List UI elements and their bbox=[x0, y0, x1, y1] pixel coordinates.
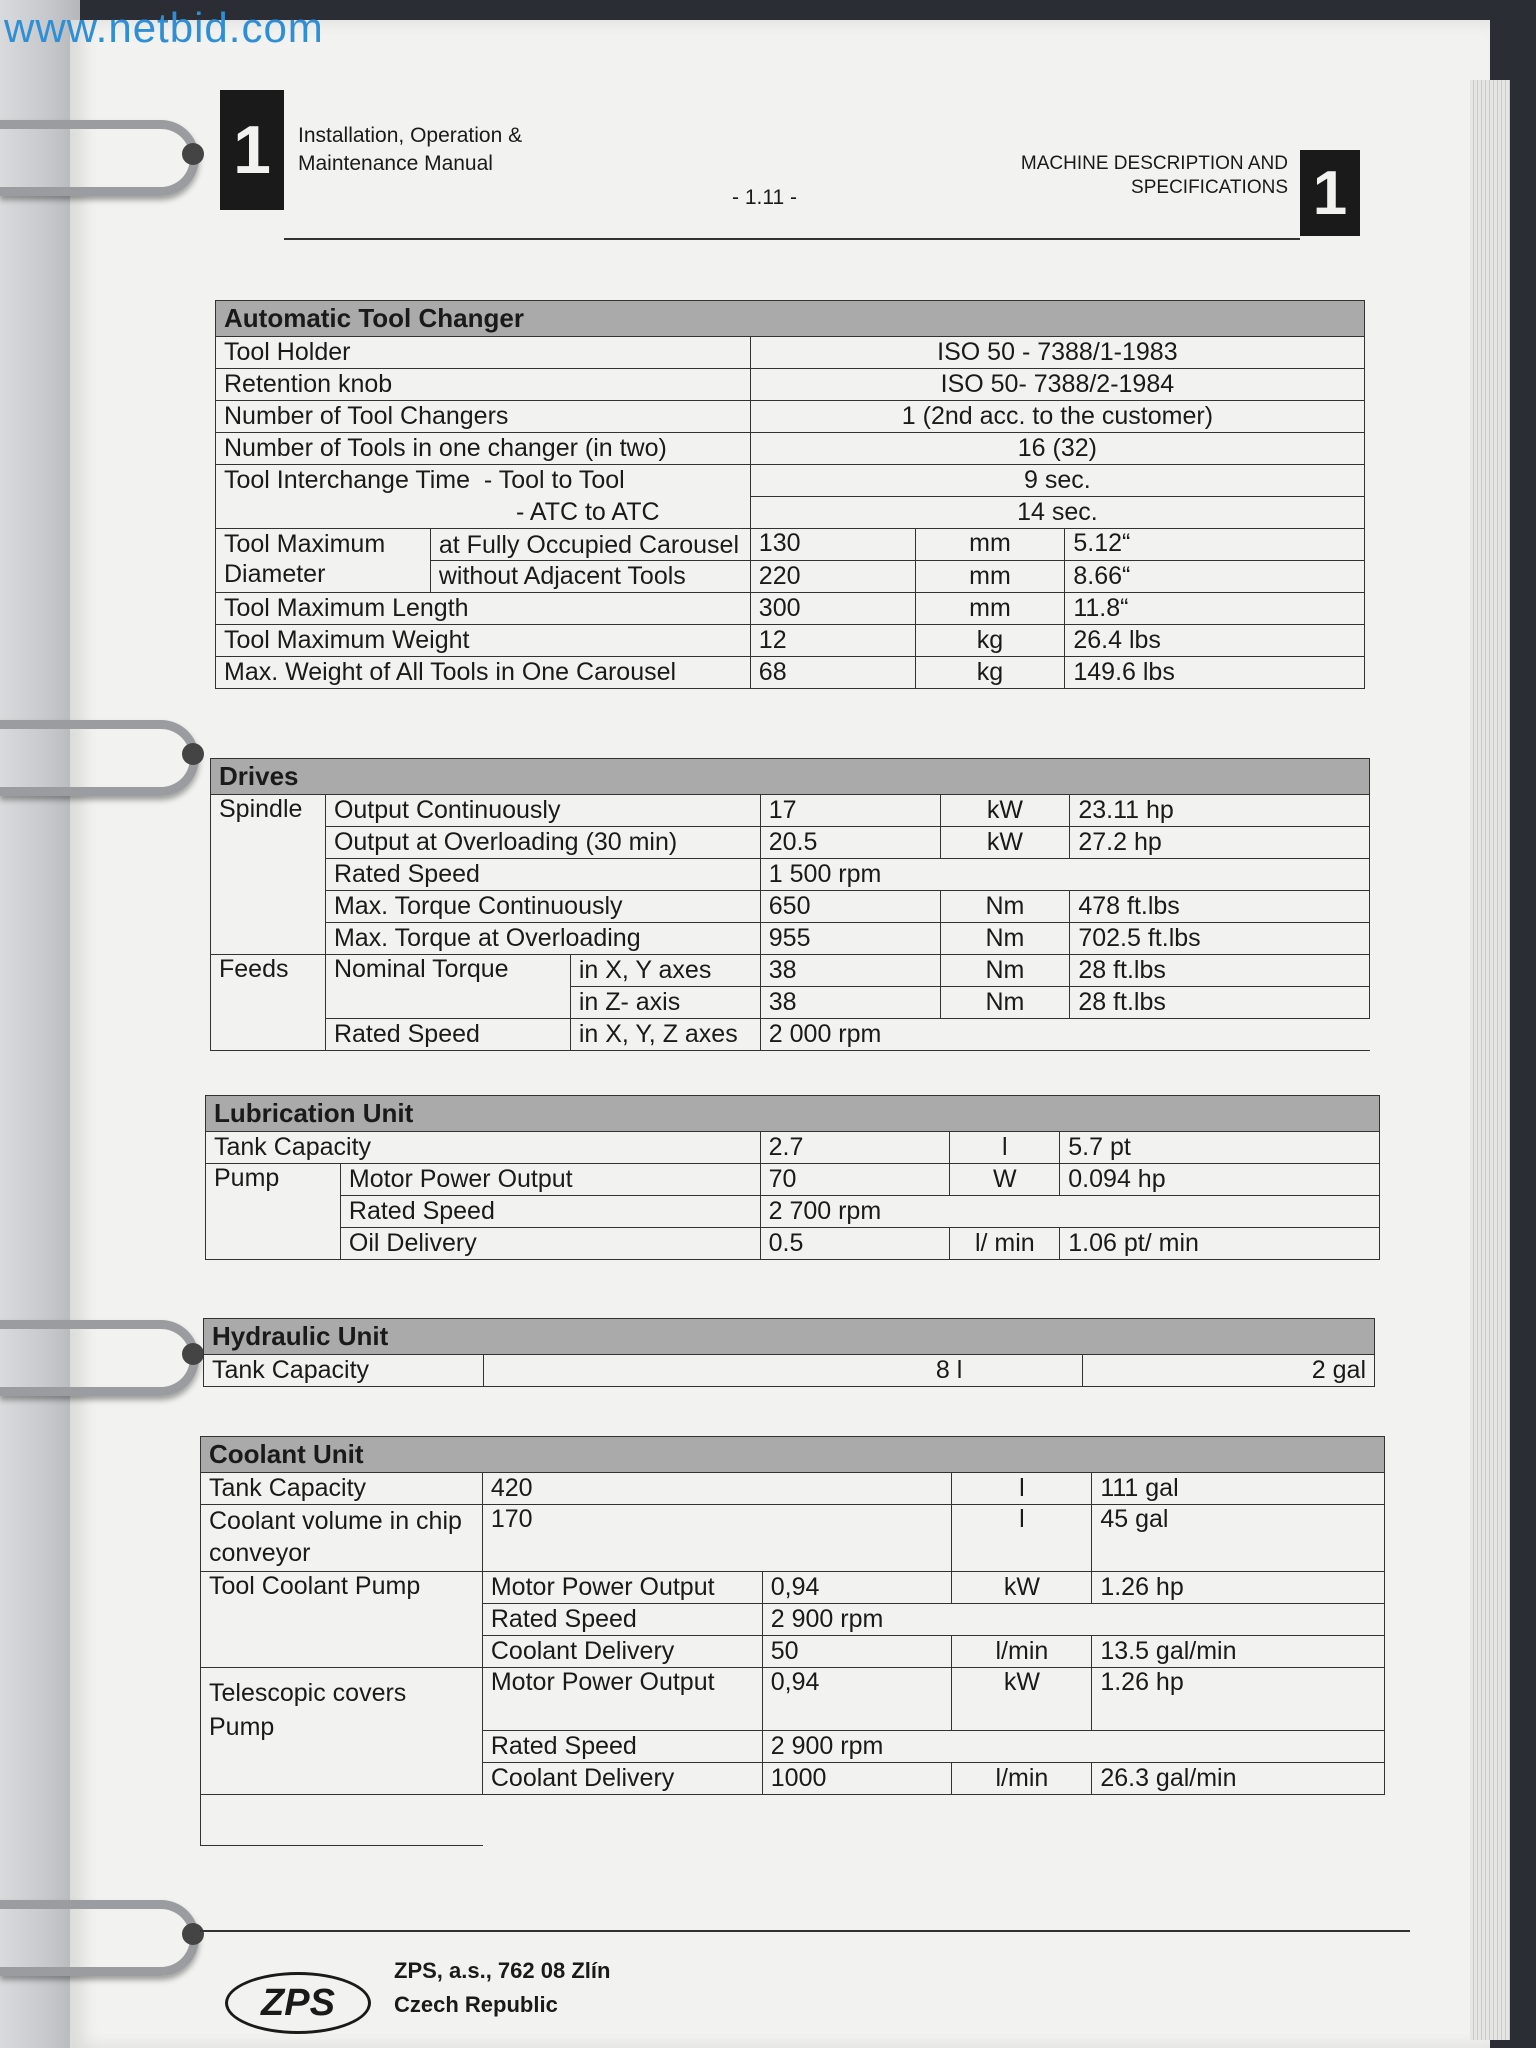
label-spindle: Spindle bbox=[211, 795, 326, 955]
label-torque-cont: Max. Torque Continuously bbox=[325, 891, 760, 923]
label-max-weight-all: Max. Weight of All Tools in One Carousel bbox=[216, 657, 751, 689]
coolant-table bbox=[200, 1436, 1385, 1846]
label-telescopic-pump: Telescopic covers Pump bbox=[201, 1668, 483, 1795]
company-country: Czech Republic bbox=[394, 1992, 558, 2017]
imperial-without-adjacent: 8.66“ bbox=[1065, 561, 1365, 593]
label-max-diameter: Tool Maximum Diameter bbox=[216, 529, 431, 593]
imperial-max-weight-all: 149.6 lbs bbox=[1065, 657, 1365, 689]
unit-tc-motor: kW bbox=[952, 1668, 1092, 1731]
label-max-weight: Tool Maximum Weight bbox=[216, 625, 751, 657]
unit-z-torque: Nm bbox=[940, 987, 1070, 1019]
value-max-weight-all: 68 bbox=[750, 657, 915, 689]
label-output-cont: Output Continuously bbox=[325, 795, 760, 827]
drives-title: Drives bbox=[211, 759, 1370, 795]
footer-rule bbox=[200, 1930, 1410, 1932]
value-num-changers: 1 (2nd acc. to the customer) bbox=[750, 401, 1364, 433]
value-tool-holder: ISO 50 - 7388/1-1983 bbox=[750, 337, 1364, 369]
label-chip-conveyor: Coolant volume in chip conveyor bbox=[201, 1505, 483, 1572]
zps-logo: ZPS bbox=[225, 1972, 371, 2034]
label-full-carousel: at Fully Occupied Carousel bbox=[430, 529, 750, 561]
label-atc-to-atc: - ATC to ATC bbox=[216, 497, 751, 529]
label-tc-rated: Rated Speed bbox=[482, 1731, 762, 1763]
chapter-tab-left: 1 bbox=[220, 90, 284, 210]
unit-max-weight-all: kg bbox=[915, 657, 1065, 689]
imperial-cool-tank: 111 gal bbox=[1092, 1473, 1385, 1505]
label-nominal-torque: Nominal Torque bbox=[325, 955, 570, 1019]
company-name: ZPS, a.s., 762 08 Zlín bbox=[394, 1958, 611, 1983]
value-feed-rated: 2 000 rpm bbox=[760, 1019, 1369, 1051]
section-title: MACHINE DESCRIPTION AND SPECIFICATIONS bbox=[1020, 153, 1288, 198]
value-tp-rated: 2 900 rpm bbox=[762, 1604, 1384, 1636]
hydraulic-table bbox=[203, 1318, 1375, 1387]
value-retention-knob: ISO 50- 7388/2-1984 bbox=[750, 369, 1364, 401]
imperial-tp-delivery: 13.5 gal/min bbox=[1092, 1636, 1385, 1668]
value-lub-oil: 0.5 bbox=[760, 1228, 950, 1260]
imperial-lub-oil: 1.06 pt/ min bbox=[1060, 1228, 1380, 1260]
manual-title: Installation, Operation & Maintenance Manual bbox=[298, 124, 523, 175]
imperial-chip-conveyor: 45 gal bbox=[1092, 1505, 1385, 1572]
unit-lub-tank: l bbox=[950, 1132, 1060, 1164]
label-num-tools: Number of Tools in one changer (in two) bbox=[216, 433, 751, 465]
unit-tc-delivery: l/min bbox=[952, 1763, 1092, 1795]
value-output-cont: 17 bbox=[760, 795, 940, 827]
value-tool-to-tool: 9 sec. bbox=[750, 465, 1364, 497]
unit-output-cont: kW bbox=[940, 795, 1070, 827]
binder-ring bbox=[0, 720, 199, 796]
value-torque-overload: 955 bbox=[760, 923, 940, 955]
value-spindle-rated: 1 500 rpm bbox=[760, 859, 1369, 891]
page-stack-edge bbox=[1470, 80, 1510, 2040]
unit-xy-torque: Nm bbox=[940, 955, 1070, 987]
label-tool-to-tool: - Tool to Tool bbox=[483, 466, 625, 494]
label-xyz-axes: in X, Y, Z axes bbox=[570, 1019, 760, 1051]
value-tp-delivery: 50 bbox=[762, 1636, 952, 1668]
unit-max-weight: kg bbox=[915, 625, 1065, 657]
imperial-max-weight: 26.4 lbs bbox=[1065, 625, 1365, 657]
unit-without-adjacent: mm bbox=[915, 561, 1065, 593]
label-tp-motor: Motor Power Output bbox=[482, 1572, 762, 1604]
label-xy-axes: in X, Y axes bbox=[570, 955, 760, 987]
value-torque-cont: 650 bbox=[760, 891, 940, 923]
value-z-torque: 38 bbox=[760, 987, 940, 1019]
label-max-length: Tool Maximum Length bbox=[216, 593, 751, 625]
value-tc-motor: 0,94 bbox=[762, 1668, 952, 1731]
imperial-max-length: 11.8“ bbox=[1065, 593, 1365, 625]
binder-ring bbox=[0, 120, 199, 196]
label-tp-rated: Rated Speed bbox=[482, 1604, 762, 1636]
imperial-xy-torque: 28 ft.lbs bbox=[1070, 955, 1370, 987]
unit-chip-conveyor: l bbox=[952, 1505, 1092, 1572]
unit-tp-delivery: l/min bbox=[952, 1636, 1092, 1668]
value-xy-torque: 38 bbox=[760, 955, 940, 987]
label-lub-oil: Oil Delivery bbox=[340, 1228, 760, 1260]
imperial-lub-tank: 5.7 pt bbox=[1060, 1132, 1380, 1164]
imperial-hyd-tank: 2 gal bbox=[1083, 1355, 1375, 1387]
value-max-length: 300 bbox=[750, 593, 915, 625]
binder-background bbox=[0, 0, 80, 2048]
value-tc-rated: 2 900 rpm bbox=[762, 1731, 1384, 1763]
binder-ring bbox=[0, 1900, 199, 1976]
value-without-adjacent: 220 bbox=[750, 561, 915, 593]
label-tc-motor: Motor Power Output bbox=[482, 1668, 762, 1731]
unit-output-overload: kW bbox=[940, 827, 1070, 859]
chapter-tab-right: 1 bbox=[1300, 150, 1360, 236]
coolant-title: Coolant Unit bbox=[201, 1437, 1385, 1473]
label-cool-tank: Tank Capacity bbox=[201, 1473, 483, 1505]
binder-ring bbox=[0, 1320, 199, 1396]
atc-title: Automatic Tool Changer bbox=[216, 301, 1365, 337]
atc-table bbox=[215, 300, 1365, 689]
unit-lub-oil: l/ min bbox=[950, 1228, 1060, 1260]
label-tc-delivery: Coolant Delivery bbox=[482, 1763, 762, 1795]
label-without-adjacent: without Adjacent Tools bbox=[430, 561, 750, 593]
imperial-tc-delivery: 26.3 gal/min bbox=[1092, 1763, 1385, 1795]
lubrication-table bbox=[205, 1095, 1380, 1260]
value-full-carousel: 130 bbox=[750, 529, 915, 561]
imperial-tc-motor: 1.26 hp bbox=[1092, 1668, 1385, 1731]
unit-lub-motor: W bbox=[950, 1164, 1060, 1196]
unit-torque-cont: Nm bbox=[940, 891, 1070, 923]
label-torque-overload: Max. Torque at Overloading bbox=[325, 923, 760, 955]
value-lub-motor: 70 bbox=[760, 1164, 950, 1196]
unit-torque-overload: Nm bbox=[940, 923, 1070, 955]
label-lub-tank: Tank Capacity bbox=[206, 1132, 761, 1164]
unit-tp-motor: kW bbox=[952, 1572, 1092, 1604]
value-max-weight: 12 bbox=[750, 625, 915, 657]
label-retention-knob: Retention knob bbox=[216, 369, 751, 401]
lubrication-title: Lubrication Unit bbox=[206, 1096, 1380, 1132]
value-cool-tank: 420 bbox=[482, 1473, 952, 1505]
value-lub-rated: 2 700 rpm bbox=[760, 1196, 1379, 1228]
label-feed-rated: Rated Speed bbox=[325, 1019, 570, 1051]
label-num-changers: Number of Tool Changers bbox=[216, 401, 751, 433]
value-atc-to-atc: 14 sec. bbox=[750, 497, 1364, 529]
label-spindle-rated: Rated Speed bbox=[325, 859, 760, 891]
drives-table bbox=[210, 758, 1370, 1051]
value-tp-motor: 0,94 bbox=[762, 1572, 952, 1604]
label-output-overload: Output at Overloading (30 min) bbox=[325, 827, 760, 859]
label-tool-holder: Tool Holder bbox=[216, 337, 751, 369]
unit-cool-tank: l bbox=[952, 1473, 1092, 1505]
value-lub-tank: 2.7 bbox=[760, 1132, 950, 1164]
label-lub-rated: Rated Speed bbox=[340, 1196, 760, 1228]
label-lub-motor: Motor Power Output bbox=[340, 1164, 760, 1196]
imperial-lub-motor: 0.094 hp bbox=[1060, 1164, 1380, 1196]
page-number: - 1.11 - bbox=[732, 186, 797, 209]
label-interchange: Tool Interchange Time bbox=[224, 466, 470, 494]
imperial-tp-motor: 1.26 hp bbox=[1092, 1572, 1385, 1604]
unit-max-length: mm bbox=[915, 593, 1065, 625]
company-info bbox=[394, 1954, 610, 2022]
imperial-z-torque: 28 ft.lbs bbox=[1070, 987, 1370, 1019]
value-output-overload: 20.5 bbox=[760, 827, 940, 859]
value-num-tools: 16 (32) bbox=[750, 433, 1364, 465]
imperial-full-carousel: 5.12“ bbox=[1065, 529, 1365, 561]
imperial-output-cont: 23.11 hp bbox=[1070, 795, 1370, 827]
label-tool-coolant-pump: Tool Coolant Pump bbox=[201, 1572, 483, 1668]
label-lub-pump: Pump bbox=[206, 1164, 341, 1260]
imperial-torque-overload: 702.5 ft.lbs bbox=[1070, 923, 1370, 955]
value-tc-delivery: 1000 bbox=[762, 1763, 952, 1795]
imperial-output-overload: 27.2 hp bbox=[1070, 827, 1370, 859]
label-feeds: Feeds bbox=[211, 955, 326, 1051]
label-z-axis: in Z- axis bbox=[570, 987, 760, 1019]
header-rule bbox=[284, 238, 1300, 240]
watermark: www.netbid.com bbox=[4, 4, 324, 51]
value-chip-conveyor: 170 bbox=[482, 1505, 952, 1572]
hydraulic-title: Hydraulic Unit bbox=[204, 1319, 1375, 1355]
imperial-torque-cont: 478 ft.lbs bbox=[1070, 891, 1370, 923]
unit-full-carousel: mm bbox=[915, 529, 1065, 561]
label-hyd-tank: Tank Capacity bbox=[204, 1355, 484, 1387]
label-tp-delivery: Coolant Delivery bbox=[482, 1636, 762, 1668]
value-hyd-tank: 8 l bbox=[483, 1355, 1082, 1387]
page-header bbox=[220, 90, 1360, 240]
